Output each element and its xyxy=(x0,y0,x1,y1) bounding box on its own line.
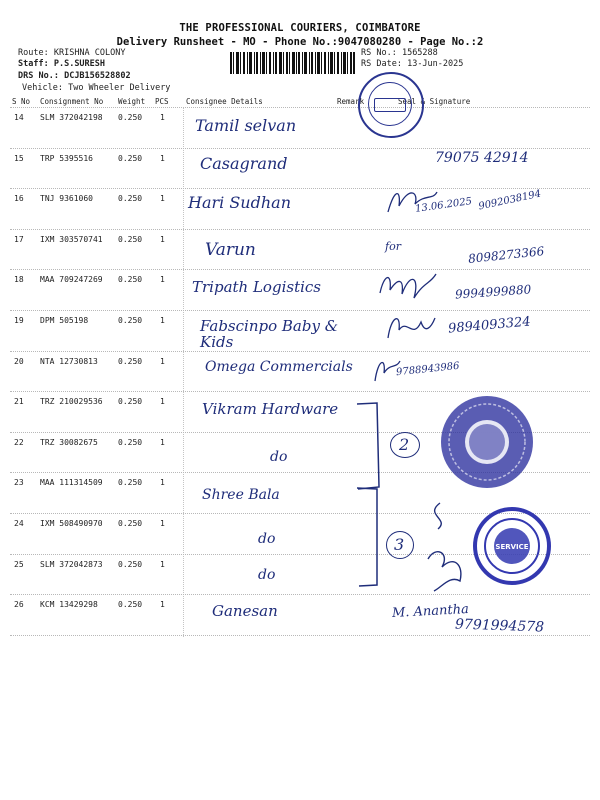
cell-pcs: 1 xyxy=(160,519,165,528)
handwritten-signature: M. Anantha xyxy=(391,602,470,621)
round-seal-stamp xyxy=(438,393,536,491)
bracket-marks xyxy=(355,395,395,595)
bracket-number: 3 xyxy=(394,535,405,554)
handwritten-name: Fabscinpo Baby & Kids xyxy=(200,317,339,351)
cell-pcs: 1 xyxy=(160,113,165,122)
company-seal-stamp xyxy=(358,72,424,138)
cell-sno: 15 xyxy=(14,153,24,163)
col-pcs: PCS xyxy=(155,97,169,106)
handwritten-signature: 79075 42914 xyxy=(435,150,529,166)
col-remark: Remark xyxy=(337,97,365,106)
handwritten-name: Shree Bala xyxy=(202,487,280,503)
cell-weight: 0.250 xyxy=(118,600,143,610)
cell-weight: 0.250 xyxy=(118,437,143,447)
handwritten-name: Tamil selvan xyxy=(195,116,297,135)
handwritten-name: do xyxy=(270,449,288,465)
cell-weight: 0.250 xyxy=(118,559,143,569)
handwritten-name: do xyxy=(258,531,276,547)
cell-consignment: TRZ 210029536 xyxy=(40,397,103,407)
signature-scribble xyxy=(372,355,402,385)
rs-date-line xyxy=(361,59,463,69)
handwritten-name: Varun xyxy=(205,240,256,260)
cell-pcs: 1 xyxy=(160,600,165,610)
handwritten-name: Vikram Hardware xyxy=(202,400,339,418)
cell-pcs: 1 xyxy=(160,437,165,447)
row-separator xyxy=(10,148,590,149)
cell-sno: 18 xyxy=(14,275,24,285)
handwritten-name: do xyxy=(258,567,276,583)
signature-scribble xyxy=(420,495,470,595)
handwritten-signature: 9788943986 xyxy=(395,360,461,379)
runsheet-subtitle: Delivery Runsheet - MO - Phone No.:9047080280 - Page No.:2 xyxy=(116,36,484,48)
cell-consignment: SLM 372042873 xyxy=(40,559,103,569)
cell-weight: 0.250 xyxy=(118,113,143,122)
handwritten-signature: 9791994578 xyxy=(454,616,545,636)
col-consignee: Consignee Details xyxy=(186,97,263,106)
cell-consignment: DPM 505198 xyxy=(40,316,89,325)
drs-value: DCJB156528802 xyxy=(64,71,131,81)
row-separator xyxy=(10,635,590,636)
rs-date-value: 13-Jun-2025 xyxy=(407,59,464,69)
cell-consignment: KCM 13429298 xyxy=(40,600,98,610)
cell-sno: 17 xyxy=(14,234,24,244)
cell-pcs: 1 xyxy=(160,356,165,366)
cell-pcs: 1 xyxy=(160,275,165,285)
staff-value: P.S.SURESH xyxy=(53,59,106,69)
cell-weight: 0.250 xyxy=(118,275,143,285)
cell-consignment: TNJ 9361060 xyxy=(40,194,93,204)
cell-sno: 22 xyxy=(14,437,24,447)
col-seal-signature: Seal & Signature xyxy=(398,97,471,106)
row-separator xyxy=(10,188,590,189)
cell-weight: 0.250 xyxy=(118,153,143,163)
staff-line xyxy=(18,59,105,69)
cell-weight: 0.250 xyxy=(118,316,143,325)
cell-pcs: 1 xyxy=(160,478,165,488)
vehicle-line xyxy=(22,83,170,93)
handwritten-signature: 9994999880 xyxy=(454,282,532,302)
vehicle-value: Two Wheeler Delivery xyxy=(68,83,171,93)
route-value: KRISHNA COLONY xyxy=(53,48,126,58)
cell-sno: 21 xyxy=(14,397,24,407)
handwritten-signature: 9092038194 xyxy=(477,188,543,213)
rs-no-label: RS No.: xyxy=(361,48,397,58)
cell-weight: 0.250 xyxy=(118,356,143,366)
bracket-count-3 xyxy=(386,531,414,559)
cell-weight: 0.250 xyxy=(118,397,143,407)
cell-pcs: 1 xyxy=(160,559,165,569)
drs-label: DRS No.: xyxy=(18,71,59,81)
signature-scribble xyxy=(385,182,440,222)
barcode xyxy=(230,52,355,74)
handwritten-name: Tripath Logistics xyxy=(192,278,321,296)
col-consignment: Consignment No xyxy=(40,97,104,106)
cell-weight: 0.250 xyxy=(118,194,143,204)
handwritten-name: Casagrand xyxy=(200,154,288,173)
handwritten-signature: 13.06.2025 xyxy=(414,196,473,215)
cell-consignment: MAA 111314509 xyxy=(40,478,103,488)
bracket-count-2 xyxy=(390,432,420,458)
cell-consignment: TRP 5395516 xyxy=(40,153,93,163)
signature-scribble xyxy=(378,268,438,303)
signature-scribble xyxy=(383,310,438,346)
row-separator xyxy=(10,351,590,352)
row-separator xyxy=(10,107,590,108)
cell-consignment: MAA 709247269 xyxy=(40,275,103,285)
table-row xyxy=(0,107,600,148)
cell-sno: 25 xyxy=(14,559,24,569)
handwritten-name: Hari Sudhan xyxy=(188,193,291,212)
row-separator xyxy=(10,594,590,595)
svg-text:SERVICE: SERVICE xyxy=(495,543,529,551)
cell-weight: 0.250 xyxy=(118,519,143,528)
cell-pcs: 1 xyxy=(160,316,165,325)
handwritten-signature: for xyxy=(385,240,401,253)
route-line xyxy=(18,48,126,58)
handwritten-signature: 9894093324 xyxy=(447,314,532,337)
drs-line xyxy=(18,71,131,81)
rs-date-label: RS Date: xyxy=(361,59,402,69)
rs-no-line xyxy=(361,48,438,58)
staff-label: Staff: xyxy=(18,59,49,69)
route-label: Route: xyxy=(18,48,49,58)
company-title: THE PROFESSIONAL COURIERS, COIMBATORE xyxy=(179,22,421,34)
cell-sno: 20 xyxy=(14,356,24,366)
cell-sno: 19 xyxy=(14,316,24,325)
row-separator xyxy=(10,269,590,270)
handwritten-name: Omega Commercials xyxy=(205,359,353,375)
row-separator xyxy=(10,310,590,311)
cell-sno: 24 xyxy=(14,519,24,528)
cell-consignment: NTA 12730813 xyxy=(40,356,98,366)
cell-pcs: 1 xyxy=(160,397,165,407)
row-separator xyxy=(10,229,590,230)
cell-sno: 14 xyxy=(14,113,24,122)
cell-weight: 0.250 xyxy=(118,478,143,488)
col-weight: Weight xyxy=(118,97,146,106)
cell-pcs: 1 xyxy=(160,234,165,244)
cell-pcs: 1 xyxy=(160,153,165,163)
cell-weight: 0.250 xyxy=(118,234,143,244)
vehicle-label: Vehicle: xyxy=(22,83,63,93)
col-sno: S No xyxy=(12,97,31,106)
cell-sno: 16 xyxy=(14,194,24,204)
cell-sno: 23 xyxy=(14,478,24,488)
movers-seal-stamp xyxy=(472,506,552,586)
handwritten-name: Ganesan xyxy=(212,602,278,620)
cell-pcs: 1 xyxy=(160,194,165,204)
rs-no-value: 1565288 xyxy=(401,48,438,58)
handwritten-signature: 8098273366 xyxy=(467,244,545,266)
bracket-number: 2 xyxy=(399,435,410,454)
cell-consignment: IXM 303570741 xyxy=(40,234,103,244)
cell-consignment: SLM 372042198 xyxy=(40,113,103,122)
cell-consignment: TRZ 30082675 xyxy=(40,437,98,447)
cell-sno: 26 xyxy=(14,600,24,610)
cell-consignment: IXM 508490970 xyxy=(40,519,103,528)
